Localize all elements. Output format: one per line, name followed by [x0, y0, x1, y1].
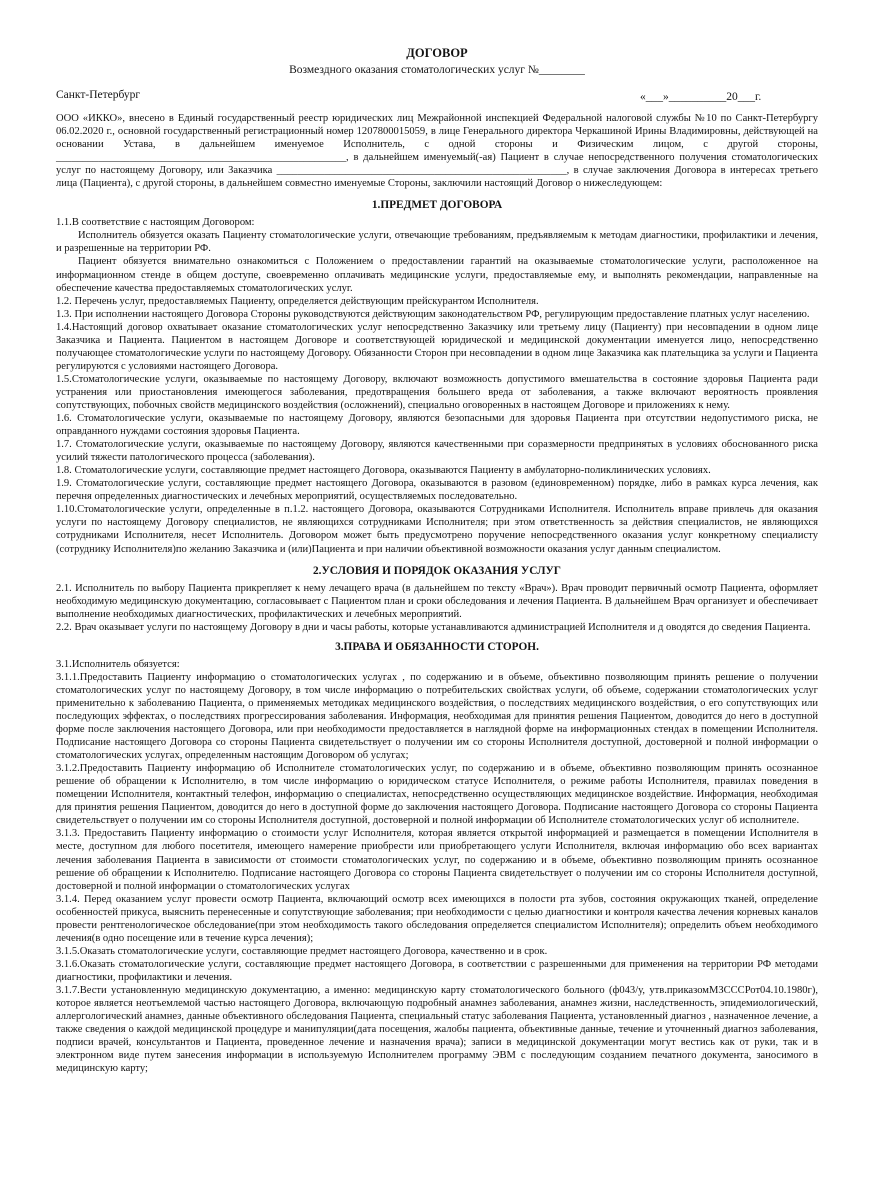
clause-1-4: 1.4.Настоящий договор охватывает оказание стоматологических услуг непосредственно Заказчику или третьему лицу (Пациенту) при несовпадении в одном лице Заказчика и Пациента. Пациентом в настоящем Договоре и соответствующей юридической и медицинской документации именуется лицо, непосредственно получающее стоматологические услуги по настоящему Договору. Обязанности Сторон при несовпадении в одном лице Заказчика как плательщика за услуги и Пациента регулируются с условиями настоящего Договора.	[56, 321, 818, 372]
clause-1-5: 1.5.Стоматологические услуги, оказываемые по настоящему Договору, включают возможность допустимого вмешательства в состояние здоровья Пациента ради устранения или приостановления имеющегося заболевания, предотвращения большего вреда от заболевания, а также включают вероятность проявления сопутствующих, побочных свойств медицинского воздействия (осложнений), специально оговоренных в настоящем Договоре и приложениях к нему.	[56, 373, 818, 411]
clause-3-1-3: 3.1.3. Предоставить Пациенту информацию о стоимости услуг Исполнителя, которая является открытой информацией и размещается в помещении Исполнителя в месте, доступном для любого посетителя, имеющего намерение приобрести или приобретающего услуги Исполнителя, включая информацию обо всех вариантах лечения заболевания Пациента в зависимости от стоимости стоматологических услуг, по содержанию и в объеме, объективно позволяющим принять осознанное решение об обращении к Исполнителю. Подписание настоящего Договора со стороны Пациента свидетельствует о получении им со стороны Исполнителя доступной, достоверной и полной информации о стоматологических услугах	[56, 828, 818, 892]
date-field: «___»__________20___г.	[640, 91, 762, 103]
clause-3-1-2: 3.1.2.Предоставить Пациенту информацию об Исполнителе стоматологических услуг, по содержанию и в объеме, объективно позволяющим принять осознанное решение об обращении к Исполнителю, в том числе информацию о юридическом статусе Исполнителя, о режиме работы Исполнителя, правилах поведения в помещении Исполнителя, контактный телефон, информацию о специалистах, непосредственно осуществляющих медицинское воздействие. Информация, необходимая для принятия решения Пациентом, доводится до него в доступной форме до заключения настоящего Договора. Подписание настоящего Договора со стороны Пациента свидетельствует о получении им со стороны Исполнителя доступной, достоверной и полной информации об Исполнителе стоматологических услуг об исполнителе.	[56, 763, 818, 827]
clause-1-6: 1.6. Стоматологические услуги, оказываемые по настоящему Договору, являются безопасными для здоровья Пациента при отсутствии недопустимого риска, не оправданного нуждами состояния здоровья Пациента.	[56, 413, 818, 438]
clause-1-8: 1.8. Стоматологические услуги, составляющие предмет настоящего Договора, оказываются Пациенту в амбулаторно-поликлинических условиях.	[56, 465, 711, 477]
contract-body	[56, 112, 818, 1075]
clause-1-1: 1.1.В соответствие с настоящим Договором:	[56, 217, 255, 229]
clause-1-1-a: Исполнитель обязуется оказать Пациенту стоматологические услуги, отвечающие требованиям, предъявляемым к методам диагностики, профилактики и лечения, и разрешенные на территории РФ.	[56, 230, 818, 255]
clause-1-3: 1.3. При исполнении настоящего Договора Стороны руководствуются действующим законодательством РФ, регулирующим предоставление платных услуг населению.	[56, 308, 810, 320]
clause-2-1: 2.1. Исполнитель по выбору Пациента прикрепляет к нему лечащего врача (в дальнейшем по тексту «Врач»). Врач проводит первичный осмотр Пациента, оформляет необходимую медицинскую документацию, согласовывает с Пациентом план и сроки обследования и лечения Пациента. В дальнейшем Врач организует и обеспечивает выполнение необходимых диагностических, профилактических и лечебных мероприятий.	[56, 582, 818, 620]
clause-2-2: 2.2. Врач оказывает услуги по настоящему Договору в дни и часы работы, которые устанавливаются администрацией Исполнителя и д оводятся до сведения Пациента.	[56, 621, 811, 633]
section-3-heading: 3.ПРАВА И ОБЯЗАННОСТИ СТОРОН.	[335, 640, 539, 653]
section-1-heading: 1.ПРЕДМЕТ ДОГОВОРА	[371, 199, 503, 212]
document-subtitle: Возмездного оказания стоматологических услуг №________	[289, 64, 585, 76]
clause-3-1-4: 3.1.4. Перед оказанием услуг провести осмотр Пациента, включающий осмотр всех имеющихся в полости рта зубов, состояния окружающих тканей, определение особенностей прикуса, выяснить перенесенные и сопутствующие заболевания; при необходимости с целью диагностики и контроля качества лечения корневых каналов провести рентгенологическое обследование(при этом необходимость такого обследования определяется специалистом Исполнителя); определить объем необходимого лечения(в одно посещение или в течение курса лечения);	[56, 893, 818, 944]
section-2-heading: 2.УСЛОВИЯ И ПОРЯДОК ОКАЗАНИЯ УСЛУГ	[312, 564, 561, 577]
clause-1-2: 1.2. Перечень услуг, предоставляемых Пациенту, определяется действующим прейскурантом Исполнителя.	[56, 295, 539, 307]
clause-3-1: 3.1.Исполнитель обязуется:	[56, 658, 180, 670]
clause-1-1-b: Пациент обязуется внимательно ознакомиться с Положением о предоставлении гарантий на оказываемые стоматологические услуги, расположенное на информационном стенде в общем доступе, своевременно оплачивать медицинские услуги, предоставляемые ему, и выполнять рекомендации, направленные на обеспечение качества предоставляемых стоматологических услуг.	[56, 256, 818, 294]
clause-3-1-1: 3.1.1.Предоставить Пациенту информацию о стоматологических услугах , по содержанию и в объеме, объективно позволяющим принять решение о получении стоматологических услуг по настоящему Договору, в том числе информацию о потребительских свойствах услуги, об объеме, содержании стоматологических услуг применительно к заболеванию Пациента, о применяемых методиках медицинского воздействия, о последствиях медицинского воздействия, о его сопутствующих или последующих эффектах, о последствиях прогрессирования заболевания. Информация, необходимая для принятия решения Пациентом, доводится до него в доступной форме после заключения настоящего Договора, или при необходимости предоставляется в наглядной форме на информационных стендах в помещении Исполнителя. Подписание настоящего Договора со стороны Пациента свидетельствует о получении им со стороны Исполнителя доступной, достоверной и полной информации о стоматологических услугах, определенным настоящим Договором об услугах;	[56, 671, 818, 762]
clause-1-7: 1.7. Стоматологические услуги, оказываемые по настоящему Договору, являются качественными при соразмерности предпринятых в условиях обоснованного риска усилий тяжести патологического процесса (заболевания).	[56, 439, 818, 464]
clause-3-1-7: 3.1.7.Вести установленную медицинскую документацию, а именно: медицинскую карту стоматологического больного (ф043/у, утв.приказомМЗСССРот04.10.1980г), которое является неотъемлемой частью настоящего Договора, включающую подробный анамнез заболевания, анамнез жизни, наследственность, эпидемиологический, аллергологический анамнез, данные объективного обследования Пациента, специальный статус заболевания Пациента, установленный диагноз , назначенное лечение, а также сведения о каждой медицинской процедуре и манипуляции(дата посещения, жалобы пациента, объективные данные, течение и уточненный диагноз заболевания, подписи врачей, консультантов и Пациента, проведенное лечение и назначения врача); записи в медицинской документации могут вестись как от руки, так и в электронном виде путем занесения информации в используемую Исполнителем программу ЭВМ с последующим созданием печатного документа, заносимого в медицинскую карту;	[56, 985, 818, 1075]
clause-3-1-5: 3.1.5.Оказать стоматологические услуги, составляющие предмет настоящего Договора, качественно и в срок.	[56, 945, 548, 957]
clause-1-10: 1.10.Стоматологические услуги, определенные в п.1.2. настоящего Договора, оказываются Сотрудниками Исполнителя. Исполнитель вправе привлечь для оказания услуги по настоящему Договору специалистов, не являющихся сотрудниками Исполнителя; при этом ответственность за действия специалистов, не являющихся сотрудниками Исполнителя, несет Исполнитель. Договором может быть предусмотрено поручение непосредственного оказания услуг конкретному специалисту (сотруднику Исполнителя)по желанию Заказчика и (или)Пациента и при наличии объективной возможности оказания услуг данным специалистом.	[56, 504, 818, 555]
document-title: ДОГОВОР	[406, 46, 468, 60]
clause-1-9: 1.9. Стоматологические услуги, составляющие предмет настоящего Договора, оказываются в разовом (единовременном) порядке, либо в рамках курса лечения, как перечня определенных диагностических и лечебных мероприятий, осуществляемых последовательно.	[56, 478, 818, 503]
intro-paragraph: ООО «ИККО», внесено в Единый государственный реестр юридических лиц Межрайонной инспекцией Федеральной налоговой службы №10 по Санкт-Петербургу 06.02.2020 г., основной государственный регистрационный номер 1207800015059, в лице Генерального директора Черкашиной Ирины Владимировны, действующей на основании Устава, в дальнейшем именуемое Исполнитель, с одной стороны и Физическим лицом, с другой стороны, _______________________________________________________, в дальнейшем именуемый(-ая) Пациент в случае непосредственного получения стоматологических услуг по настоящему Договору, или Заказчика _______________________________________________________, в случае заключения Договора в интересах третьего лица (Пациента), с другой стороны, в дальнейшем совместно именуемые Стороны, заключили настоящий Договор о нижеследующем:	[56, 113, 818, 190]
clause-3-1-6: 3.1.6.Оказать стоматологические услуги, составляющие предмет настоящего Договора, в соответствии с разрешенными для применения на территории РФ методами диагностики, профилактики и лечения.	[56, 958, 818, 983]
city-label: Санкт-Петербург	[56, 89, 141, 101]
